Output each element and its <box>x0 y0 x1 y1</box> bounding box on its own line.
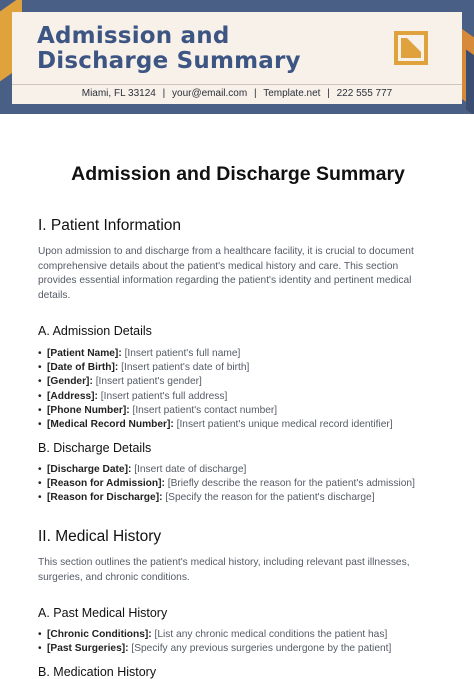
contact-location: Miami, FL 33124 <box>81 88 156 99</box>
contact-separator: | <box>162 88 166 99</box>
past-medical-history-list <box>38 628 458 656</box>
list-item: • [Past Surgeries]: [Specify any previous surgeries undergone by the patient] <box>38 642 458 656</box>
document-title: Admission and Discharge Summary <box>71 163 405 185</box>
contact-separator: | <box>327 88 330 99</box>
contact-website: Template.net <box>263 88 321 99</box>
contact-phone: 222 555 777 <box>336 88 393 99</box>
banner-title-line2: Discharge Summary <box>37 48 301 74</box>
section-heading-medical-history: II. Medical History <box>38 528 162 545</box>
list-item: • [Discharge Date]: [Insert date of discharge] <box>38 463 458 477</box>
section-intro-medical-history: This section outlines the patient's medical history, including relevant past illnesses, surgeries, and chronic conditions. <box>38 557 410 583</box>
admission-details-list <box>38 347 458 432</box>
contact-email: your@email.com <box>172 88 248 99</box>
subsection-heading-discharge: B. Discharge Details <box>38 441 152 455</box>
list-item: • [Phone Number]: [Insert patient's contact number] <box>38 404 458 418</box>
list-item: • [Medical Record Number]: [Insert patient's unique medical record identifier] <box>38 418 458 432</box>
header-banner <box>0 0 474 114</box>
list-item: • [Gender]: [Insert patient's gender] <box>38 375 458 389</box>
section-intro-patient-information: Upon admission to and discharge from a healthcare facility, it is crucial to document comprehensive details about the patient's medical history and care. This section provides essential information regarding the patient's identity and pertinent medical details. <box>38 246 414 301</box>
list-item: • [Patient Name]: [Insert patient's full name] <box>38 347 458 361</box>
discharge-details-list <box>38 463 458 506</box>
section-heading-patient-information: I. Patient Information <box>38 217 182 234</box>
contact-separator: | <box>253 88 257 99</box>
banner-title <box>37 24 301 74</box>
subsection-heading-admission: A. Admission Details <box>38 324 152 338</box>
list-item: • [Address]: [Insert patient's full address] <box>38 390 458 404</box>
list-item: • [Chronic Conditions]: [List any chronic medical conditions the patient has] <box>38 628 458 642</box>
subsection-heading-medication-history: B. Medication History <box>38 665 157 679</box>
list-item: • [Reason for Discharge]: [Specify the reason for the patient's discharge] <box>38 491 458 505</box>
list-item: • [Date of Birth]: [Insert patient's date of birth] <box>38 361 458 375</box>
subsection-heading-past-medical-history: A. Past Medical History <box>38 606 168 620</box>
square-corner-logo-icon <box>393 30 429 66</box>
contact-line <box>12 84 462 104</box>
corner-decoration-right-dark <box>466 49 474 114</box>
banner-title-line1: Admission and <box>37 23 230 49</box>
list-item: • [Reason for Admission]: [Briefly describe the reason for the patient's admission] <box>38 477 458 491</box>
